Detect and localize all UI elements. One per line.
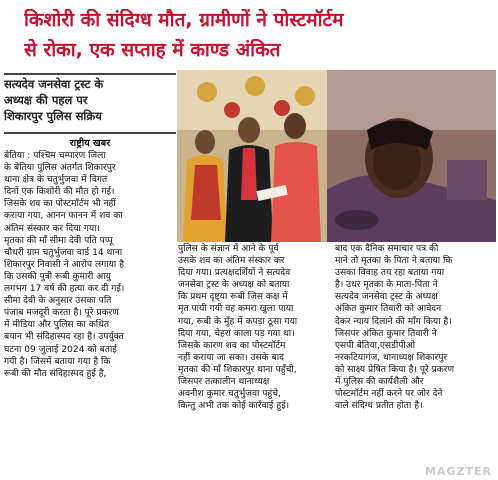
text-line: बेतिया : पश्चिम चम्पारण जिला [4, 151, 106, 161]
text-line: नहीं कराया जा सका। उसके बाद [178, 352, 284, 363]
text-line: शिकारपुर निवासी ने आरोप लगाया है [4, 259, 124, 270]
photo-illustration [327, 70, 496, 242]
text-line: किन्तु अभी तक कोई कार्रवाई हुई। [178, 401, 290, 412]
watermark: MAGZTER [425, 465, 492, 478]
subheadline [4, 76, 176, 130]
headline-line-2: से रोका, एक सप्ताह में काण्ड अंकित [24, 39, 281, 61]
text-line: माने तो मृतका के पिता ने बताया कि [335, 256, 453, 267]
text-line: मृतका की माँ शिकारपुर थाना पहुँची, [178, 364, 297, 375]
text-line: अंतिम संस्कार कर दिया गया। [4, 223, 100, 234]
text-line: पोस्टमॉर्टम नहीं करने पर जोर देने [335, 389, 443, 400]
text-line: जिसपर अंकित कुमार तिवारी ने [335, 328, 437, 339]
text-line: चौधरी ग्राम चतुर्भुजवा वार्ड 14 थाना [4, 247, 123, 258]
text-line: पंजाब मजदूरी करता है। पूरे प्रकरण [4, 308, 119, 319]
section-label: राष्ट्रीय खबर [69, 138, 111, 149]
text-line: को साक्ष्य प्रेषित किया है। पूरे प्रकरण [335, 364, 455, 375]
article-column-1 [4, 150, 176, 380]
text-line: उसका विवाह तय रहा बताया गया [335, 268, 445, 279]
text-line: दिया गया, चेहरा काला पड़ गया था। [178, 328, 295, 339]
text-line: सीमा देवी के अनुसार उसका पति [4, 296, 112, 307]
subheadline-line: शिकारपुर पुलिस सक्रिय [4, 109, 102, 123]
text-line: है। उधर मृतका के माता-पिता ने [335, 280, 438, 291]
text-line: के बेतिया पुलिस अंतर्गत शिकारपुर [4, 163, 116, 174]
photo-victim-portrait [327, 70, 496, 242]
text-line: एसपी बेतिया,एसडीपीओ [335, 340, 416, 351]
text-line: दिया गया। प्रत्यक्षदर्शियों ने सत्यदेव [178, 268, 291, 279]
article-column-3 [335, 243, 495, 412]
text-line: बाद एक दैनिक समाचार पत्र की [335, 244, 439, 254]
text-line: कि उसकी पुत्री रूबी कुमारी आयु [4, 271, 111, 282]
text-line: दिनों एक किशोरी की मौत हो गई। [4, 187, 115, 198]
text-line: घटना 09 जुलाई 2024 को बताई [4, 344, 117, 355]
text-line: उसके शव का अंतिम संस्कार कर [178, 256, 285, 267]
text-line: अवनीश कुमार चतुर्भुजवा पहुंचे, [178, 389, 281, 400]
photo-handover-ceremony [177, 70, 327, 242]
text-line: थाना क्षेत्र के चतुर्भुजवा में विगत [4, 175, 108, 186]
text-line: मृत पायी गयी वह कमरा खुला पाया [178, 304, 294, 315]
text-line: अंकित कुमार तिवारी को आवेदन [335, 304, 442, 315]
text-line: मृतका की माँ सीमा देवी पति पप्पू [4, 235, 113, 246]
text-line: लगभग 17 वर्ष की हत्या कर दी गई। [4, 284, 125, 295]
photo-illustration [177, 70, 327, 242]
subheadline-line: सत्यदेव जनसेवा ट्रस्ट के [4, 77, 104, 91]
subheadline-line: अध्यक्ष की पहल पर [4, 93, 88, 107]
text-line: पुलिस के संज्ञान में आने के पूर्व [178, 244, 279, 254]
text-line: सत्यदेव जनसेवा ट्रस्ट के अध्यक्ष [335, 292, 438, 303]
text-line: देकर न्याय दिलाने की माँग किया है। [335, 316, 452, 327]
divider-mid [4, 132, 176, 134]
text-line: गया, रूबी के मुँह में कपड़ा ठूसा गया [178, 316, 298, 327]
text-line: नरकटियागंज, थानाध्यक्ष शिकारपुर [335, 352, 448, 363]
text-line: गयी है। जिसमें बताया गया है कि [4, 356, 111, 367]
text-line: जिसपर तत्कालीन थानाध्यक्ष [178, 377, 270, 388]
text-line: में पुलिस की कार्यशैली और [335, 377, 424, 388]
text-line: जनसेवा ट्रस्ट के अध्यक्ष को बताया [178, 280, 290, 291]
text-line: कि प्रथम दृष्ट्या रूबी जिस कक्ष में [178, 292, 288, 303]
text-line: कराया गया, आनन फानन में शव का [4, 211, 123, 222]
text-line: वाले संदिग्ध प्रतीत होता है। [335, 401, 423, 412]
text-line: रूबी की मौत संदिहास्पद हुई है, [4, 368, 107, 379]
article-column-2 [178, 243, 330, 412]
text-line: जिसके शव का पोस्टमॉर्टम भी नहीं [4, 199, 116, 210]
text-line: जिसके कारण शव का पोस्टमॉर्टम [178, 340, 286, 351]
text-line: बयान भी संदिहास्पद रहा है। उपर्युक्त [4, 332, 124, 343]
text-line: में मीडिया और पुलिस का कथित [4, 320, 110, 331]
divider-top [4, 73, 176, 75]
headline-line-1: किशोरी की संदिग्ध मौत, ग्रामीणों ने पोस्टमॉर्टम [24, 9, 344, 31]
headline [0, 0, 498, 68]
